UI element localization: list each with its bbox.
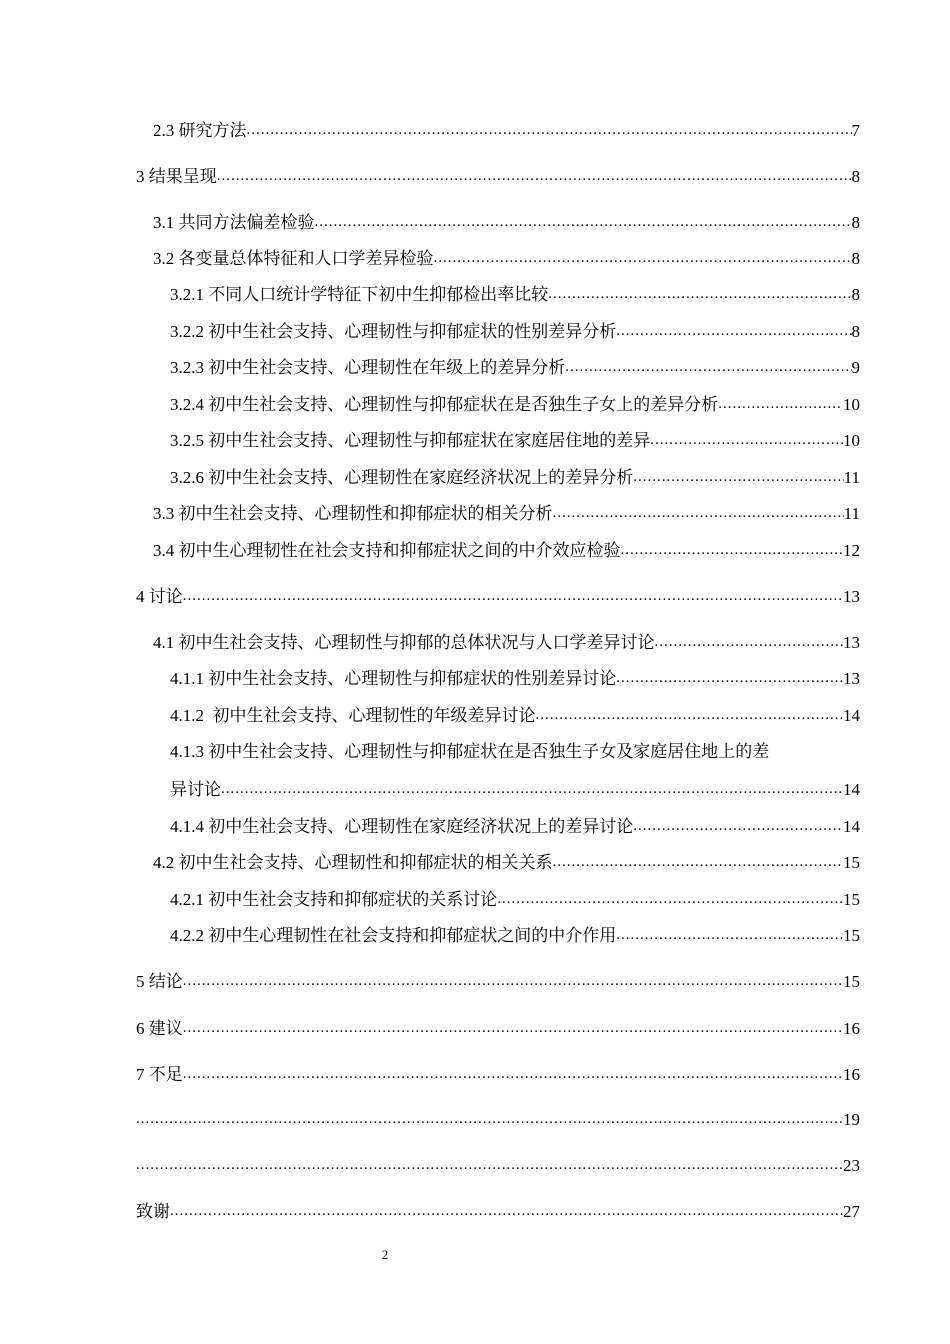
toc-dot-leader [183,1064,843,1084]
toc-entry-title: 3.3 初中生社会支持、心理韧性和抑郁症状的相关分析 [153,504,553,523]
toc-entry-3-2[interactable] [153,244,860,270]
toc-entry-page: 8 [851,285,860,304]
toc-entry-3[interactable] [136,162,860,188]
toc-entry-title: 5 结论 [136,972,183,991]
toc-entry-page: 16 [843,1019,860,1038]
toc-dot-leader [621,540,844,560]
toc-entry-3-2-6[interactable] [170,463,860,489]
toc-dot-leader [633,816,843,836]
toc-entry-4-2-1[interactable] [170,885,860,911]
toc-dot-leader [136,1155,843,1175]
toc-entry-title: 3.2.5 初中生社会支持、心理韧性与抑郁症状在家庭居住地的差异 [170,431,651,450]
toc-dot-leader [183,586,843,606]
toc-entry-4-1-1[interactable] [170,664,860,690]
toc-entry-4-1[interactable] [153,628,860,654]
toc-entry-title: 3.4 初中生心理韧性在社会支持和抑郁症状之间的中介效应检验 [153,541,621,560]
toc-dot-leader [553,503,844,523]
toc-entry-page: 15 [843,972,860,991]
toc-entry-title: 4.2 初中生社会支持、心理韧性和抑郁症状的相关关系 [153,853,553,872]
toc-entry-3-3[interactable] [153,499,860,525]
toc-entry-title: 3.2.2 初中生社会支持、心理韧性与抑郁症状的性别差异分析 [170,322,617,341]
toc-entry-title: 4.2.1 初中生社会支持和抑郁症状的关系讨论 [170,890,498,909]
toc-entry-title: 4 讨论 [136,587,183,606]
toc-entry-page: 15 [843,890,860,909]
toc-entry-page: 8 [851,322,860,341]
toc-entry-title: 3.2 各变量总体特征和人口学差异检验 [153,249,434,268]
toc-entry-page: 8 [851,167,860,186]
toc-dot-leader [183,971,843,991]
toc-entry-title: 4.1.4 初中生社会支持、心理韧性在家庭经济状况上的差异讨论 [170,817,634,836]
toc-entry-title: 6 建议 [136,1019,183,1038]
toc-entry-page: 12 [843,541,860,560]
toc-dot-leader [497,889,843,909]
toc-entry-title: 3.2.4 初中生社会支持、心理韧性与抑郁症状在是否独生子女上的差异分析 [170,395,719,414]
toc-entry-4[interactable] [136,582,860,608]
toc-entry-untitled-2[interactable] [136,1151,860,1177]
toc-entry-4-1-2[interactable] [170,701,860,727]
toc-entry-4-2-2[interactable] [170,921,860,947]
toc-entry-page: 14 [843,780,860,799]
toc-entry-4-1-3-line1[interactable]: 4.1.3 初中生社会支持、心理韧性与抑郁症状在是否独生子女及家庭居住地上的差 [170,742,770,761]
toc-entry-page: 13 [843,669,860,688]
toc-entry-6[interactable] [136,1014,860,1040]
toc-entry-page: 15 [843,853,860,872]
toc-dot-leader [650,430,843,450]
toc-entry-3-2-3[interactable] [170,353,860,379]
toc-dot-leader [553,852,844,872]
toc-entry-page: 13 [843,587,860,606]
toc-entry-5[interactable] [136,967,860,993]
toc-dot-leader [315,212,852,232]
toc-entry-title: 4.1.2 初中生社会支持、心理韧性的年级差异讨论 [170,706,536,725]
footer-page-number: 2 [381,1247,389,1262]
toc-dot-leader [434,248,852,268]
toc-entry-7[interactable] [136,1060,860,1086]
toc-entry-page: 10 [843,431,860,450]
toc-entry-2-3[interactable] [153,116,860,142]
toc-entry-page: 23 [843,1156,860,1175]
toc-dot-leader [217,166,852,186]
toc-entry-3-2-2[interactable] [170,317,860,343]
toc-dot-leader [633,467,843,487]
toc-entry-title: 3.2.6 初中生社会支持、心理韧性在家庭经济状况上的差异分析 [170,468,634,487]
toc-entry-title: 3.2.3 初中生社会支持、心理韧性在年级上的差异分析 [170,358,566,377]
toc-entry-title: 4.2.2 初中生心理韧性在社会支持和抑郁症状之间的中介作用 [170,926,617,945]
toc-entry-3-2-1[interactable] [170,280,860,306]
toc-dot-leader [616,321,851,341]
toc-entry-3-2-4[interactable] [170,390,860,416]
toc-entry-page: 19 [843,1110,860,1129]
toc-entry-page: 7 [851,121,860,140]
toc-entry-page: 27 [843,1202,860,1221]
toc-entry-title: 2.3 研究方法 [153,121,247,140]
toc-entry-page: 10 [843,395,860,414]
toc-entry-4-2[interactable] [153,848,860,874]
toc-dot-leader [718,394,843,414]
toc-entry-acknowledgements[interactable] [136,1197,860,1223]
toc-entry-page: 16 [843,1065,860,1084]
toc-entry-title: 3.1 共同方法偏差检验 [153,213,315,232]
toc-entry-4-1-3[interactable] [170,775,860,801]
toc-entry-title-continued: 异讨论 [170,780,221,799]
toc-entry-title: 4.1 初中生社会支持、心理韧性与抑郁的总体状况与人口学差异讨论 [153,633,655,652]
toc-entry-3-1[interactable] [153,208,860,234]
toc-dot-leader [616,925,843,945]
toc-entry-title: 7 不足 [136,1065,183,1084]
toc-dot-leader [170,1201,843,1221]
toc-dot-leader [221,779,843,799]
toc-entry-page: 13 [843,633,860,652]
toc-dot-leader [565,357,851,377]
toc-entry-page: 9 [851,358,860,377]
toc-entry-title: 3.2.1 不同人口统计学特征下初中生抑郁检出率比较 [170,285,549,304]
toc-dot-leader [136,1109,843,1129]
toc-dot-leader [247,120,852,140]
toc-dot-leader [536,705,844,725]
toc-entry-page: 14 [843,706,860,725]
toc-dot-leader [616,668,843,688]
toc-entry-page: 14 [843,817,860,836]
toc-entry-page: 11 [843,504,860,523]
toc-entry-title: 致谢 [136,1202,170,1221]
toc-entry-4-1-4[interactable] [170,812,860,838]
toc-dot-leader [655,632,844,652]
toc-entry-page: 15 [843,926,860,945]
toc-entry-page: 8 [851,249,860,268]
toc-entry-3-2-5[interactable] [170,426,860,452]
toc-entry-3-4[interactable] [153,536,860,562]
toc-dot-leader [548,284,851,304]
toc-entry-page: 11 [843,468,860,487]
toc-dot-leader [183,1018,843,1038]
toc-entry-untitled-1[interactable] [136,1105,860,1131]
toc-entry-page: 8 [851,213,860,232]
toc-entry-title: 4.1.1 初中生社会支持、心理韧性与抑郁症状的性别差异讨论 [170,669,617,688]
toc-entry-title: 3 结果呈现 [136,167,217,186]
